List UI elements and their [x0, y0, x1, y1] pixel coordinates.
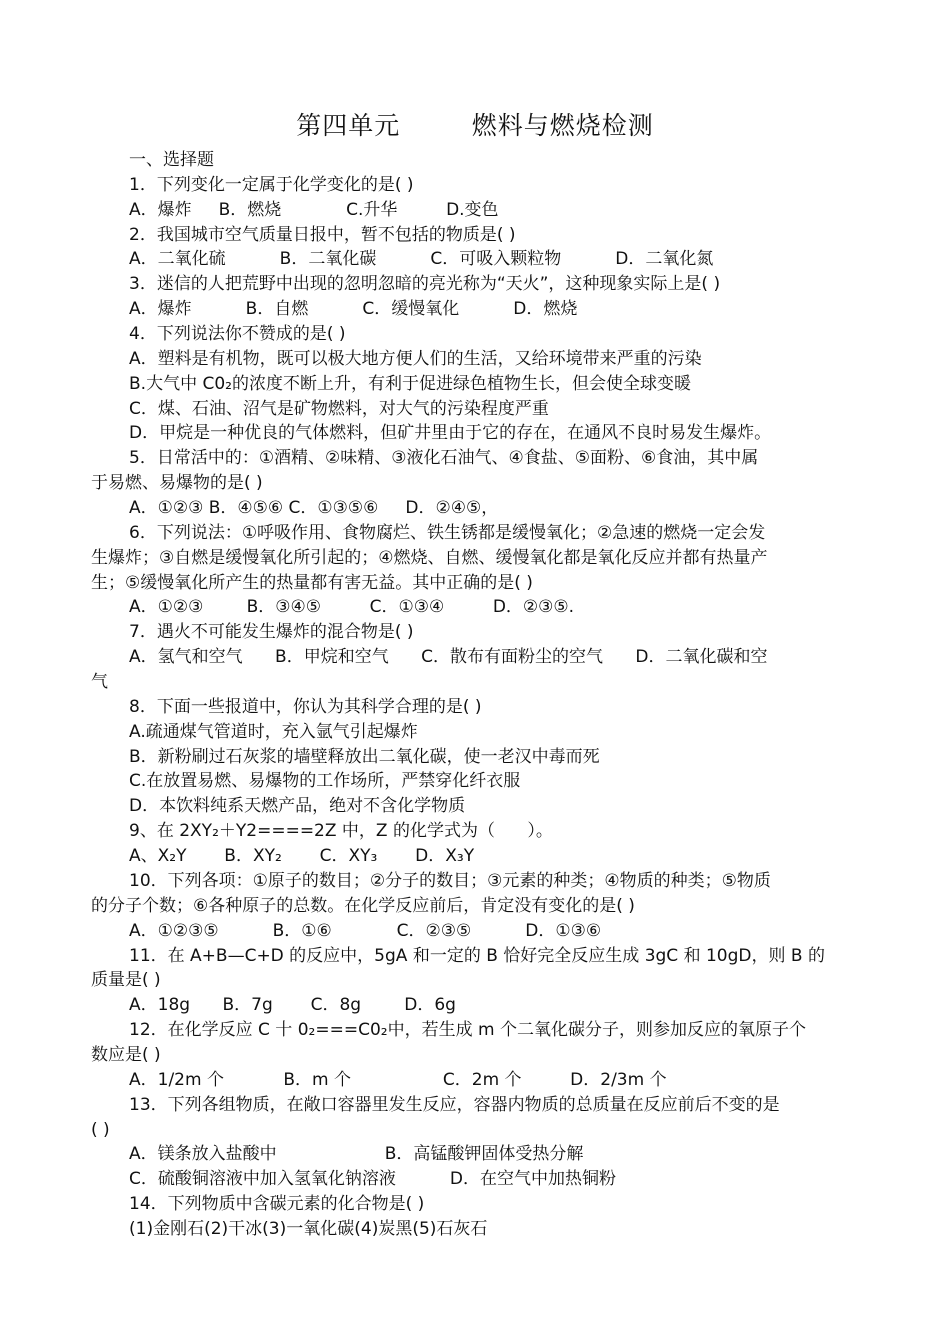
text-line: 8．下面一些报道中，你认为其科学合理的是( ): [129, 696, 482, 717]
text-line: A．①②③ B．④⑤⑥ C．①③⑤⑥ D．②④⑤，: [129, 498, 499, 519]
text-line: D．本饮料纯系天燃产品，绝对不含化学物质: [129, 796, 466, 817]
text-line: B.大气中 C0₂的浓度不断上升，有利于促进绿色植物生长，但会使全球变暖: [129, 373, 691, 394]
text-line: 生；⑤缓慢氧化所产生的热量都有害无益。其中正确的是( ): [91, 572, 533, 593]
text-line: B．新粉刷过石灰浆的墙壁释放出二氧化碳，使一老汉中毒而死: [129, 746, 600, 767]
text-line: 3．迷信的人把荒野中出现的忽明忽暗的亮光称为“天火”，这种现象实际上是( ): [129, 274, 721, 295]
text-line: A．镁条放入盐酸中 B．高锰酸钾固体受热分解: [129, 1144, 584, 1165]
text-line: D．甲烷是一种优良的气体燃料，但矿井里由于它的存在，在通风不良时易发生爆炸。: [129, 423, 772, 444]
text-line: 14．下列物质中含碳元素的化合物是( ): [129, 1194, 425, 1215]
text-line: A．18g B．7g C．8g D．6g: [129, 995, 456, 1016]
question-text-block: [91, 148, 863, 1242]
page-title: 第四单元 燃料与燃烧检测: [296, 111, 654, 140]
text-line: A．爆炸 B．自燃 C．缓慢氧化 D．燃烧: [129, 299, 578, 320]
text-line: 质量是( ): [91, 970, 161, 991]
text-line: (1)金刚石(2)干冰(3)一氧化碳(4)炭黑(5)石灰石: [129, 1218, 488, 1239]
text-line: A．1/2m 个 B．m 个 C．2m 个 D．2/3m 个: [129, 1069, 667, 1090]
text-line: A.疏通煤气管道时，充入氩气引起爆炸: [129, 721, 418, 742]
text-line: ( ): [91, 1119, 110, 1140]
text-line: 1．下列变化一定属于化学变化的是( ): [129, 174, 414, 195]
text-line: A．氢气和空气 B．甲烷和空气 C．散布有面粉尘的空气 D．二氧化碳和空: [129, 647, 768, 668]
text-line: 数应是( ): [91, 1044, 161, 1065]
text-line: A．①②③ B．③④⑤ C．①③④ D．②③⑤.: [129, 597, 575, 618]
text-line: 13．下列各组物质，在敞口容器里发生反应，容器内物质的总质量在反应前后不变的是: [129, 1094, 780, 1115]
text-line: C.在放置易燃、易爆物的工作场所，严禁穿化纤衣服: [129, 771, 521, 792]
text-line: 生爆炸；③自燃是缓慢氧化所引起的；④燃烧、自燃、缓慢氧化都是氧化反应并都有热量产: [91, 547, 768, 568]
text-line: 9、在 2XY₂＋Y2====2Z 中，Z 的化学式为（ ）。: [129, 821, 553, 842]
text-line: 6．下列说法：①呼吸作用、食物腐烂、铁生锈都是缓慢氧化；②急速的燃烧一定会发: [129, 522, 766, 543]
text-line: 5．日常活中的：①酒精、②味精、③液化石油气、④食盐、⑤面粉、⑥食油，其中属: [129, 448, 759, 469]
text-line: 一、选择题: [129, 150, 214, 170]
text-line: 的分子个数；⑥各种原子的总数。在化学反应前后，肯定没有变化的是( ): [91, 895, 635, 916]
text-line: 10．下列各项：①原子的数目；②分子的数目；③元素的种类；④物质的种类；⑤物质: [129, 870, 771, 891]
text-line: 于易燃、易爆物的是( ): [91, 473, 263, 494]
text-line: 气: [91, 672, 108, 693]
text-line: 7．遇火不可能发生爆炸的混合物是( ): [129, 622, 414, 643]
text-line: A．二氧化硫 B．二氧化碳 C．可吸入颗粒物 D．二氧化氮: [129, 249, 714, 270]
text-line: A、X₂Y B．XY₂ C．XY₃ D．X₃Y: [129, 846, 475, 867]
text-line: 12．在化学反应 C 十 0₂===C0₂中，若生成 m 个二氧化碳分子，则参加反应的氧原子个: [129, 1020, 806, 1041]
text-line: C．硫酸铜溶液中加入氢氧化钠溶液 D．在空气中加热铜粉: [129, 1169, 616, 1190]
text-line: 11．在 A+B—C+D 的反应中，5gA 和一定的 B 恰好完全反应生成 3gC 和 10gD，则 B 的: [129, 945, 825, 966]
text-line: 2．我国城市空气质量日报中，暂不包括的物质是( ): [129, 224, 516, 245]
text-line: A．①②③⑤ B．①⑥ C．②③⑤ D．①③⑥: [129, 920, 602, 941]
text-line: 4．下列说法你不赞成的是( ): [129, 324, 346, 345]
text-line: A．爆炸 B．燃烧 C.升华 D.变色: [129, 199, 499, 220]
text-line: A．塑料是有机物，既可以极大地方便人们的生活，又给环境带来严重的污染: [129, 348, 702, 369]
text-line: C．煤、石油、沼气是矿物燃料，对大气的污染程度严重: [129, 398, 549, 419]
